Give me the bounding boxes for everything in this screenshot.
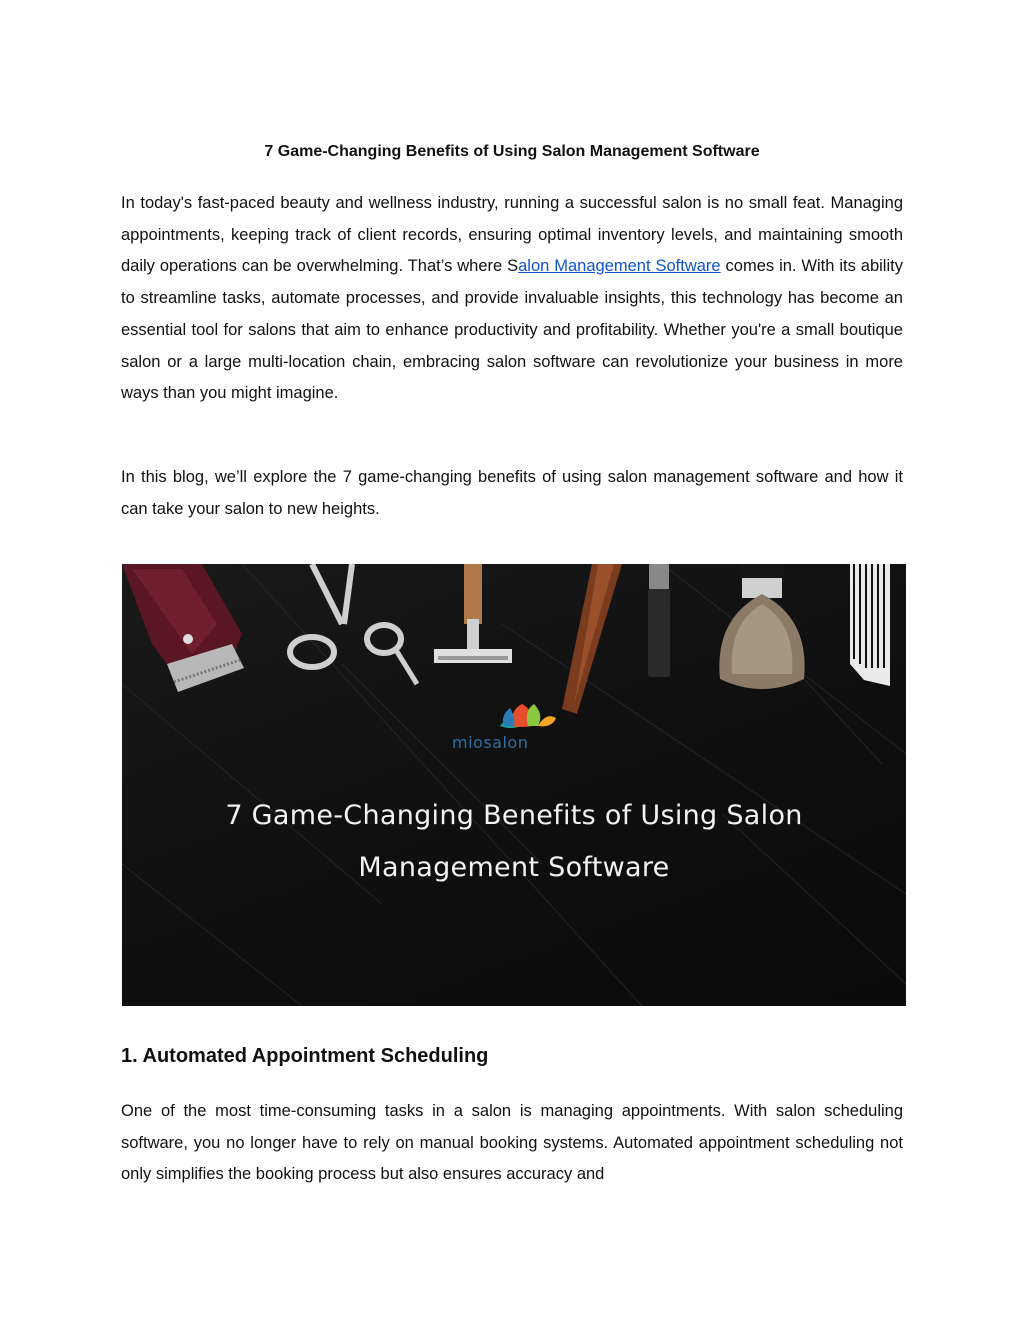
document-title: 7 Game-Changing Benefits of Using Salon Management Software (264, 143, 760, 160)
intro-text-before: In today's fast-paced beauty and wellness industry, running a successful salon is no small feat. Managing appointments, keeping track of client records, ensuring optimal inventory levels, and maintaining smooth daily operations can be overwhelming. That’s where S (121, 194, 903, 276)
comb-handle-icon (648, 564, 670, 677)
banner-title (122, 790, 906, 894)
shaving-brush-icon (719, 564, 804, 689)
blog-intro-paragraph: In this blog, we’ll explore the 7 game-changing benefits of using salon management software and how it can take your salon to new heights. (121, 468, 903, 518)
banner-title-line2: Management Software (358, 852, 670, 883)
hair-clipper-icon (122, 564, 244, 692)
intro-text-after: comes in. With its ability to streamline tasks, automate processes, and provide invaluable insights, this technology has become an essential tool for salons that aim to enhance productivity and profitability. Whether you're a small boutique salon or a large multi-location chain, embracing salon software can revolutionize your business in more ways than you might imagine. (121, 257, 903, 403)
salon-software-link[interactable]: alon Management Software (518, 257, 721, 276)
intro-paragraph (121, 188, 903, 410)
section-heading: 1. Automated Appointment Scheduling (121, 1045, 489, 1067)
banner-image (122, 564, 906, 1006)
banner-title-line1: 7 Game-Changing Benefits of Using Salon (225, 800, 803, 831)
straight-razor-icon (562, 564, 622, 714)
banner-illustration (122, 564, 906, 1006)
scissors-icon (290, 564, 417, 684)
comb-icon (850, 564, 890, 686)
miosalon-logo-text: miosalon (452, 733, 529, 752)
section-body: One of the most time-consuming tasks in a salon is managing appointments. With salon scheduling software, you no longer have to rely on manual booking systems. Automated appointment scheduling not only simplifies the booking process but also ensures accuracy and (121, 1102, 903, 1184)
razor-icon (434, 564, 512, 663)
miosalon-logo-icon (500, 704, 556, 728)
